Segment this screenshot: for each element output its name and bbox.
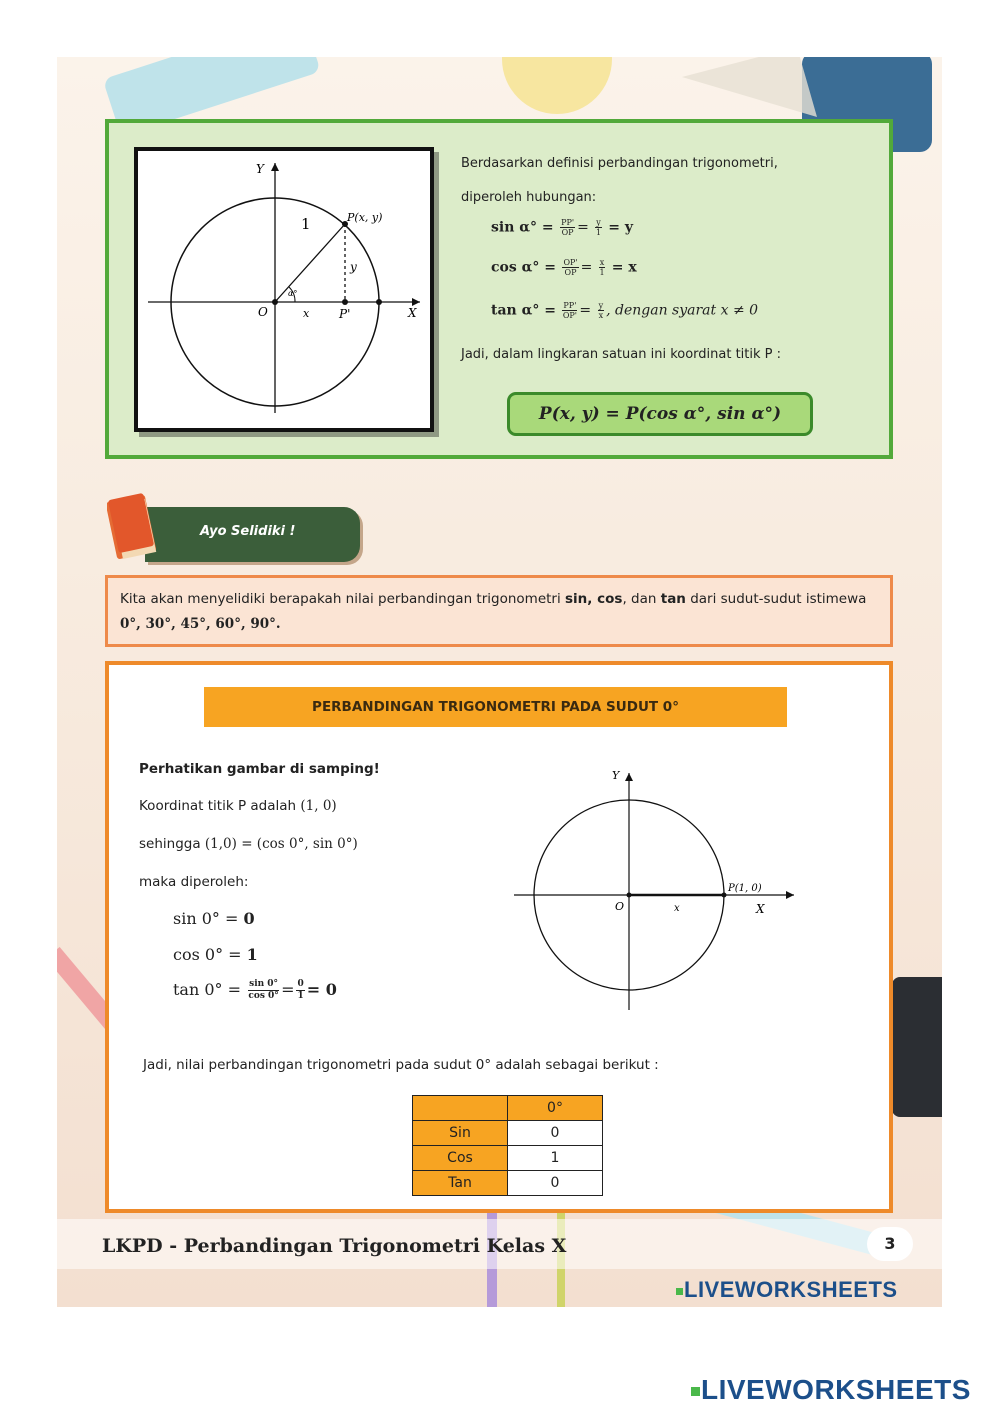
tan-zero-line: tan 0° = $\frac{\sin 0^\circ}{\cos 0^\circ}$ = $\frac{0}{1}$ = 0 <box>173 979 337 1001</box>
section-title: PERBANDINGAN TRIGONOMETRI PADA SUDUT 0° <box>204 687 787 727</box>
intro-sep-2: , dan <box>622 591 661 607</box>
table-header-angle: 0° <box>508 1096 603 1121</box>
angle-zero-section <box>105 661 893 1213</box>
table-row <box>413 1171 603 1196</box>
unit-circle-diagram <box>138 151 430 428</box>
fig1-radius: 1 <box>301 215 311 233</box>
book-icon <box>107 490 159 560</box>
brand-name-inner: LIVEWORKSHEETS <box>684 1277 898 1302</box>
angle-zero-diagram <box>504 765 804 1025</box>
table-row-label: Tan <box>413 1171 508 1196</box>
fig1-x-label: x <box>303 307 310 320</box>
sin-frac1-num: PP' <box>561 218 575 227</box>
intro-text-2: dari sudut-sudut istimewa <box>685 591 867 607</box>
tan-frac1-den: OP' <box>562 311 577 320</box>
sin-result: = y <box>608 219 633 236</box>
summary-text: Jadi, nilai perbandingan trigonometri pada sudut 0° adalah sebagai berikut : <box>143 1057 659 1073</box>
intro-tan: tan <box>660 591 686 607</box>
cos-zero-val: 1 <box>246 945 258 964</box>
sin-zero-eq: sin 0° = <box>173 909 244 928</box>
sin-frac2-num: y <box>596 218 601 227</box>
cos-frac2-den: 1 <box>599 268 605 277</box>
liveworksheets-logo[interactable] <box>690 1374 971 1406</box>
table-row-value: 1 <box>508 1146 603 1171</box>
brand-name: LIVEWORKSHEETS <box>701 1374 971 1405</box>
fig2-y-axis: Y <box>612 769 620 782</box>
obtain-text: maka diperoleh: <box>139 874 249 890</box>
worksheet-page <box>57 57 942 1307</box>
fig2-x-label: x <box>674 903 680 914</box>
fig1-x-axis: X <box>408 306 417 320</box>
unit-circle-figure <box>134 147 434 432</box>
coord-text: Koordinat titik P adalah <box>139 798 301 814</box>
intro-sin: sin <box>565 591 588 607</box>
cos-zero-eq: cos 0° = <box>173 945 247 964</box>
fig1-p-prime: P' <box>339 307 351 321</box>
intro-sep-1: , <box>587 591 598 607</box>
cos-frac2-num: x <box>599 258 605 267</box>
table-row-label: Sin <box>413 1121 508 1146</box>
tan-zero-frac1-den: cos 0° <box>248 991 279 1001</box>
fig1-origin: O <box>258 305 268 319</box>
sin-label: sin α° = <box>491 219 554 236</box>
table-row <box>413 1146 603 1171</box>
so-line <box>139 836 358 852</box>
sin-formula: sin α° = $\frac{PP'}{OP}$ = $\frac{y}{1}$ = y <box>491 218 633 237</box>
cos-label: cos α° = <box>491 259 556 276</box>
table-header-row <box>413 1096 603 1121</box>
coordinate-formula: P(x, y) = P(cos α°, sin α°) <box>507 392 813 436</box>
so-text: sehingga <box>139 836 205 852</box>
table-row-value: 0 <box>508 1171 603 1196</box>
fig2-x-axis: X <box>756 902 765 916</box>
investigation-intro <box>105 575 893 647</box>
sin-frac2-den: 1 <box>595 228 602 237</box>
liveworksheets-logo-inner <box>675 1277 898 1303</box>
intro-text-1: Kita akan menyelidiki berapakah nilai perbandingan trigonometri <box>120 591 566 607</box>
coordinate-conclusion: Jadi, dalam lingkaran satuan ini koordinat titik P : <box>461 347 782 362</box>
tan-zero-eq: tan 0° = <box>173 980 247 999</box>
logo-square-icon <box>676 1288 683 1295</box>
intro-angles: 0°, 30°, 45°, 60°, 90°. <box>120 616 281 632</box>
footer-title: LKPD - Perbandingan Trigonometri Kelas X <box>102 1235 567 1257</box>
cos-result: = x <box>611 259 637 276</box>
page-number: 3 <box>867 1227 913 1261</box>
observe-text: Perhatikan gambar di samping! <box>139 761 380 777</box>
tan-frac2-num: y <box>598 301 604 310</box>
tan-zero-frac2-den: 1 <box>297 991 304 1001</box>
sin-frac1-den: OP <box>561 228 574 237</box>
table-row-value: 0 <box>508 1121 603 1146</box>
tan-formula: tan α° = $\frac{PP'}{OP'}$ = $\frac{y}{x}$ , dengan syarat x ≠ 0 <box>491 301 759 320</box>
definition-line-2: diperoleh hubungan: <box>461 190 597 205</box>
tan-zero-val: = 0 <box>306 980 337 999</box>
definition-intro <box>461 147 881 215</box>
cos-zero-line <box>173 945 258 964</box>
banner-label: Ayo Selidiki ! <box>200 524 296 539</box>
coord-value: (1, 0) <box>300 798 337 814</box>
definition-line-1: Berdasarkan definisi perbandingan trigonometri, <box>461 156 778 171</box>
ayo-selidiki-banner <box>145 507 360 562</box>
sin-zero-line <box>173 909 255 928</box>
tan-frac2-den: x <box>598 311 604 320</box>
logo-square-icon <box>691 1387 700 1396</box>
intro-cos: cos <box>597 591 623 607</box>
values-table <box>412 1095 603 1196</box>
page-footer <box>57 1219 942 1269</box>
cos-frac1-num: OP' <box>563 258 578 267</box>
tan-label: tan α° = <box>491 302 556 319</box>
cos-frac1-den: OP <box>564 268 577 277</box>
table-row <box>413 1121 603 1146</box>
so-value: (1,0) = (cos 0°, sin 0°) <box>204 836 358 852</box>
tan-zero-frac2-num: 0 <box>297 979 304 989</box>
fig1-y-label: y <box>350 260 357 274</box>
definition-box <box>105 119 893 459</box>
fig1-angle: α° <box>288 289 298 298</box>
tan-frac1-num: PP' <box>563 301 577 310</box>
fig1-point-p: P(x, y) <box>347 211 383 224</box>
fig1-y-axis: Y <box>256 162 264 176</box>
fig2-origin: O <box>615 900 625 913</box>
cos-formula: cos α° = $\frac{OP'}{OP}$ = $\frac{x}{1}$ = x <box>491 258 637 277</box>
table-row-label: Cos <box>413 1146 508 1171</box>
sin-zero-val: 0 <box>243 909 255 928</box>
tan-condition: , dengan syarat x ≠ 0 <box>606 302 759 319</box>
tan-zero-frac1-num: sin 0° <box>249 979 279 989</box>
fig2-point: P(1, 0) <box>728 883 762 894</box>
coord-line <box>139 798 337 814</box>
